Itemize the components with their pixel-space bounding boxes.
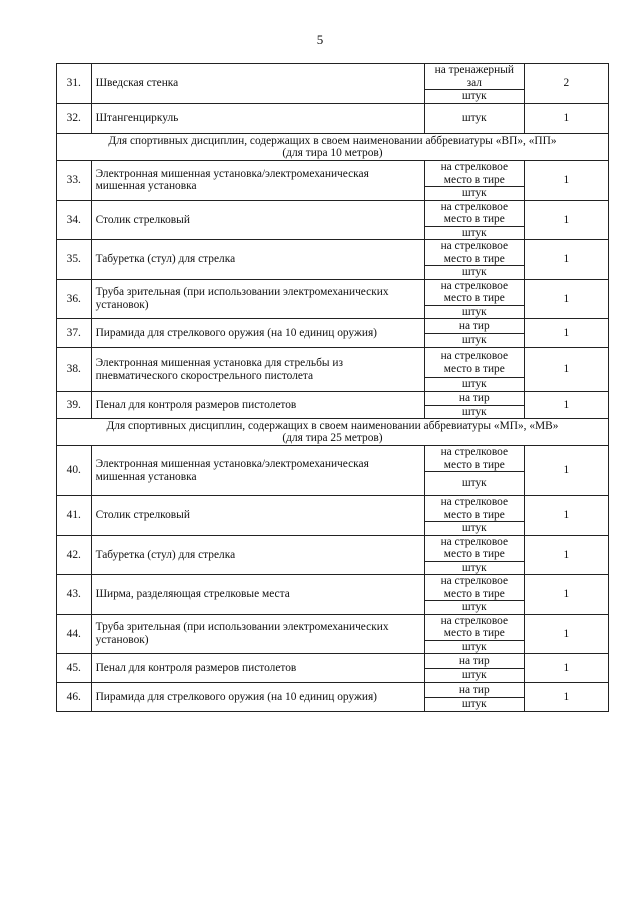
unit-count-label: штук — [424, 305, 524, 319]
item-quantity: 1 — [524, 279, 608, 319]
item-quantity: 1 — [524, 392, 608, 419]
item-number: 40. — [57, 446, 92, 496]
item-number: 35. — [57, 240, 92, 280]
section-subtitle: (для тира 25 метров) — [282, 432, 383, 444]
unit-count-label: штук — [424, 522, 524, 536]
table-row — [57, 348, 609, 378]
item-name: Табуретка (стул) для стрелка — [91, 535, 424, 575]
unit-count-label: штук — [424, 226, 524, 240]
table-row — [57, 575, 609, 601]
unit-of-measure: на тир — [424, 654, 524, 669]
table-row — [57, 104, 609, 134]
unit-of-measure: на стрелковое место в тире — [424, 614, 524, 640]
item-quantity: 2 — [524, 64, 608, 104]
item-name: Табуретка (стул) для стрелка — [91, 240, 424, 280]
table-row — [57, 240, 609, 266]
item-number: 36. — [57, 279, 92, 319]
unit-count-label: штук — [424, 90, 524, 104]
section-row — [57, 134, 609, 161]
table-row — [57, 496, 609, 522]
item-quantity: 1 — [524, 319, 608, 348]
item-quantity: 1 — [524, 240, 608, 280]
item-name: Пенал для контроля размеров пистолетов — [91, 654, 424, 683]
item-name: Штангенциркуль — [91, 104, 424, 134]
unit-of-measure: на стрелковое место в тире — [424, 446, 524, 472]
unit-of-measure: на стрелковое место в тире — [424, 200, 524, 226]
table-row — [57, 654, 609, 669]
item-number: 32. — [57, 104, 92, 134]
unit-of-measure: на тренажерный зал — [424, 64, 524, 90]
item-number: 33. — [57, 161, 92, 201]
item-name: Труба зрительная (при использовании электромеханических установок) — [91, 614, 424, 654]
unit-count-label: штук — [424, 472, 524, 496]
item-name: Пенал для контроля размеров пистолетов — [91, 392, 424, 419]
item-number: 45. — [57, 654, 92, 683]
item-number: 37. — [57, 319, 92, 348]
unit-of-measure: на стрелковое место в тире — [424, 535, 524, 561]
item-quantity: 1 — [524, 654, 608, 683]
unit-of-measure: на тир — [424, 392, 524, 406]
unit-count-label: штук — [424, 378, 524, 392]
unit-of-measure: на стрелковое место в тире — [424, 496, 524, 522]
unit-of-measure: на стрелковое место в тире — [424, 161, 524, 187]
unit-count-label: штук — [424, 334, 524, 348]
table-row — [57, 279, 609, 305]
unit-of-measure: штук — [424, 104, 524, 134]
page-number: 5 — [316, 32, 324, 47]
item-name: Электронная мишенная установка/электромеханическая мишенная установка — [91, 446, 424, 496]
section-heading — [57, 419, 609, 446]
item-quantity: 1 — [524, 348, 608, 392]
table-row — [57, 535, 609, 561]
item-quantity: 1 — [524, 104, 608, 134]
section-title: Для спортивных дисциплин, содержащих в своем наименовании аббревиатуры «ВП», «ПП» — [108, 134, 557, 147]
unit-count-label: штук — [424, 698, 524, 712]
item-number: 41. — [57, 496, 92, 536]
item-number: 43. — [57, 575, 92, 615]
item-name: Пирамида для стрелкового оружия (на 10 единиц оружия) — [91, 683, 424, 712]
item-name: Столик стрелковый — [91, 496, 424, 536]
item-quantity: 1 — [524, 161, 608, 201]
table-row — [57, 161, 609, 187]
unit-count-label: штук — [424, 266, 524, 280]
item-number: 42. — [57, 535, 92, 575]
item-quantity: 1 — [524, 200, 608, 240]
unit-of-measure: на тир — [424, 319, 524, 334]
item-name: Труба зрительная (при использовании электромеханических установок) — [91, 279, 424, 319]
unit-of-measure: на тир — [424, 683, 524, 698]
item-quantity: 1 — [524, 446, 608, 496]
table-row — [57, 446, 609, 472]
table-row — [57, 683, 609, 698]
item-quantity: 1 — [524, 496, 608, 536]
table-row — [57, 200, 609, 226]
item-name: Ширма, разделяющая стрелковые места — [91, 575, 424, 615]
equipment-table — [56, 63, 609, 712]
section-title: Для спортивных дисциплин, содержащих в своем наименовании аббревиатуры «МП», «МВ» — [106, 419, 559, 432]
section-heading — [57, 134, 609, 161]
item-quantity: 1 — [524, 683, 608, 712]
unit-count-label: штук — [424, 405, 524, 419]
item-quantity: 1 — [524, 535, 608, 575]
item-number: 39. — [57, 392, 92, 419]
table-row — [57, 319, 609, 334]
item-quantity: 1 — [524, 575, 608, 615]
unit-count-label: штук — [424, 640, 524, 654]
section-row — [57, 419, 609, 446]
item-number: 46. — [57, 683, 92, 712]
item-number: 38. — [57, 348, 92, 392]
item-name: Электронная мишенная установка для стрельбы из пневматического скорострельного пистолета — [91, 348, 424, 392]
unit-count-label: штук — [424, 669, 524, 683]
unit-of-measure: на стрелковое место в тире — [424, 279, 524, 305]
item-number: 34. — [57, 200, 92, 240]
unit-of-measure: на стрелковое место в тире — [424, 575, 524, 601]
unit-of-measure: на стрелковое место в тире — [424, 240, 524, 266]
unit-count-label: штук — [424, 561, 524, 575]
unit-count-label: штук — [424, 601, 524, 615]
item-name: Столик стрелковый — [91, 200, 424, 240]
unit-count-label: штук — [424, 187, 524, 201]
item-quantity: 1 — [524, 614, 608, 654]
unit-of-measure: на стрелковое место в тире — [424, 348, 524, 378]
table-row — [57, 392, 609, 406]
item-name: Шведская стенка — [91, 64, 424, 104]
section-subtitle: (для тира 10 метров) — [282, 147, 383, 159]
item-name: Пирамида для стрелкового оружия (на 10 единиц оружия) — [91, 319, 424, 348]
item-number: 44. — [57, 614, 92, 654]
table-row — [57, 614, 609, 640]
item-name: Электронная мишенная установка/электромеханическая мишенная установка — [91, 161, 424, 201]
table-row — [57, 64, 609, 90]
item-number: 31. — [57, 64, 92, 104]
